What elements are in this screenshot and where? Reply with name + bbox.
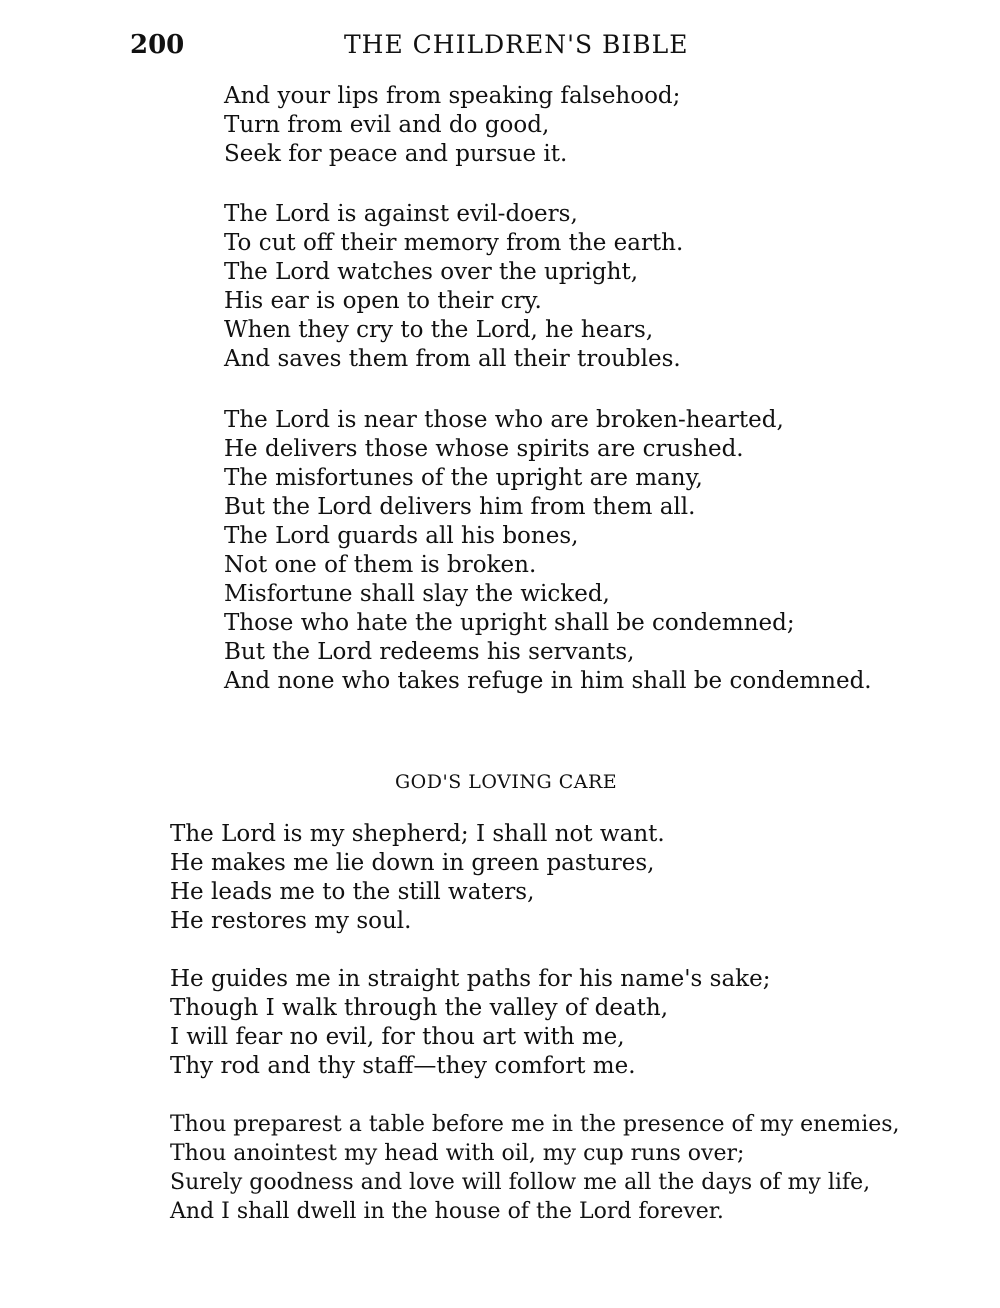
verse-line: The Lord watches over the upright, <box>224 259 638 285</box>
stanza <box>224 200 683 374</box>
verse-line: The misfortunes of the upright are many, <box>224 465 703 491</box>
verse-line: When they cry to the Lord, he hears, <box>224 317 654 343</box>
verse-line: And saves them from all their troubles. <box>224 346 681 372</box>
verse-line: Thy rod and thy staff—they comfort me. <box>170 1053 636 1079</box>
verse-line: And I shall dwell in the house of the Lord forever. <box>170 1199 724 1224</box>
stanza <box>170 820 665 936</box>
verse-line: He leads me to the still waters, <box>170 879 535 905</box>
verse-line: Not one of them is broken. <box>224 552 537 578</box>
verse-line: He guides me in straight paths for his name's sake; <box>170 966 771 992</box>
verse-line: Though I walk through the valley of death, <box>170 995 669 1021</box>
verse-line: I will fear no evil, for thou art with me, <box>170 1024 625 1050</box>
stanza <box>170 1110 900 1226</box>
verse-line: Seek for peace and pursue it. <box>224 141 568 167</box>
verse-line: Thou preparest a table before me in the presence of my enemies, <box>170 1112 900 1137</box>
verse-line: But the Lord redeems his servants, <box>224 639 635 665</box>
verse-line: Surely goodness and love will follow me all the days of my life, <box>170 1170 871 1195</box>
verse-line: And your lips from speaking falsehood; <box>224 83 681 109</box>
verse-line: Turn from evil and do good, <box>224 112 550 138</box>
verse-line: He restores my soul. <box>170 908 412 934</box>
verse-line: He delivers those whose spirits are crushed. <box>224 436 744 462</box>
verse-line: The Lord is my shepherd; I shall not want. <box>170 821 665 847</box>
page-number: 200 <box>130 30 185 60</box>
verse-line: He makes me lie down in green pastures, <box>170 850 655 876</box>
verse-line: The Lord is against evil-doers, <box>224 201 578 227</box>
stanza <box>224 406 872 696</box>
stanza <box>224 82 680 169</box>
stanza <box>170 965 770 1081</box>
section-title: GOD'S LOVING CARE <box>395 771 618 793</box>
verse-line: The Lord is near those who are broken-hearted, <box>224 407 784 433</box>
verse-line: But the Lord delivers him from them all. <box>224 494 696 520</box>
verse-line: To cut off their memory from the earth. <box>224 230 684 256</box>
verse-line: Thou anointest my head with oil, my cup runs over; <box>170 1141 745 1166</box>
verse-line: Misfortune shall slay the wicked, <box>224 581 610 607</box>
verse-line: And none who takes refuge in him shall be condemned. <box>224 668 872 694</box>
running-title: THE CHILDREN'S BIBLE <box>344 30 689 59</box>
verse-line: The Lord guards all his bones, <box>224 523 579 549</box>
verse-line: Those who hate the upright shall be condemned; <box>224 610 795 636</box>
verse-line: His ear is open to their cry. <box>224 288 542 314</box>
